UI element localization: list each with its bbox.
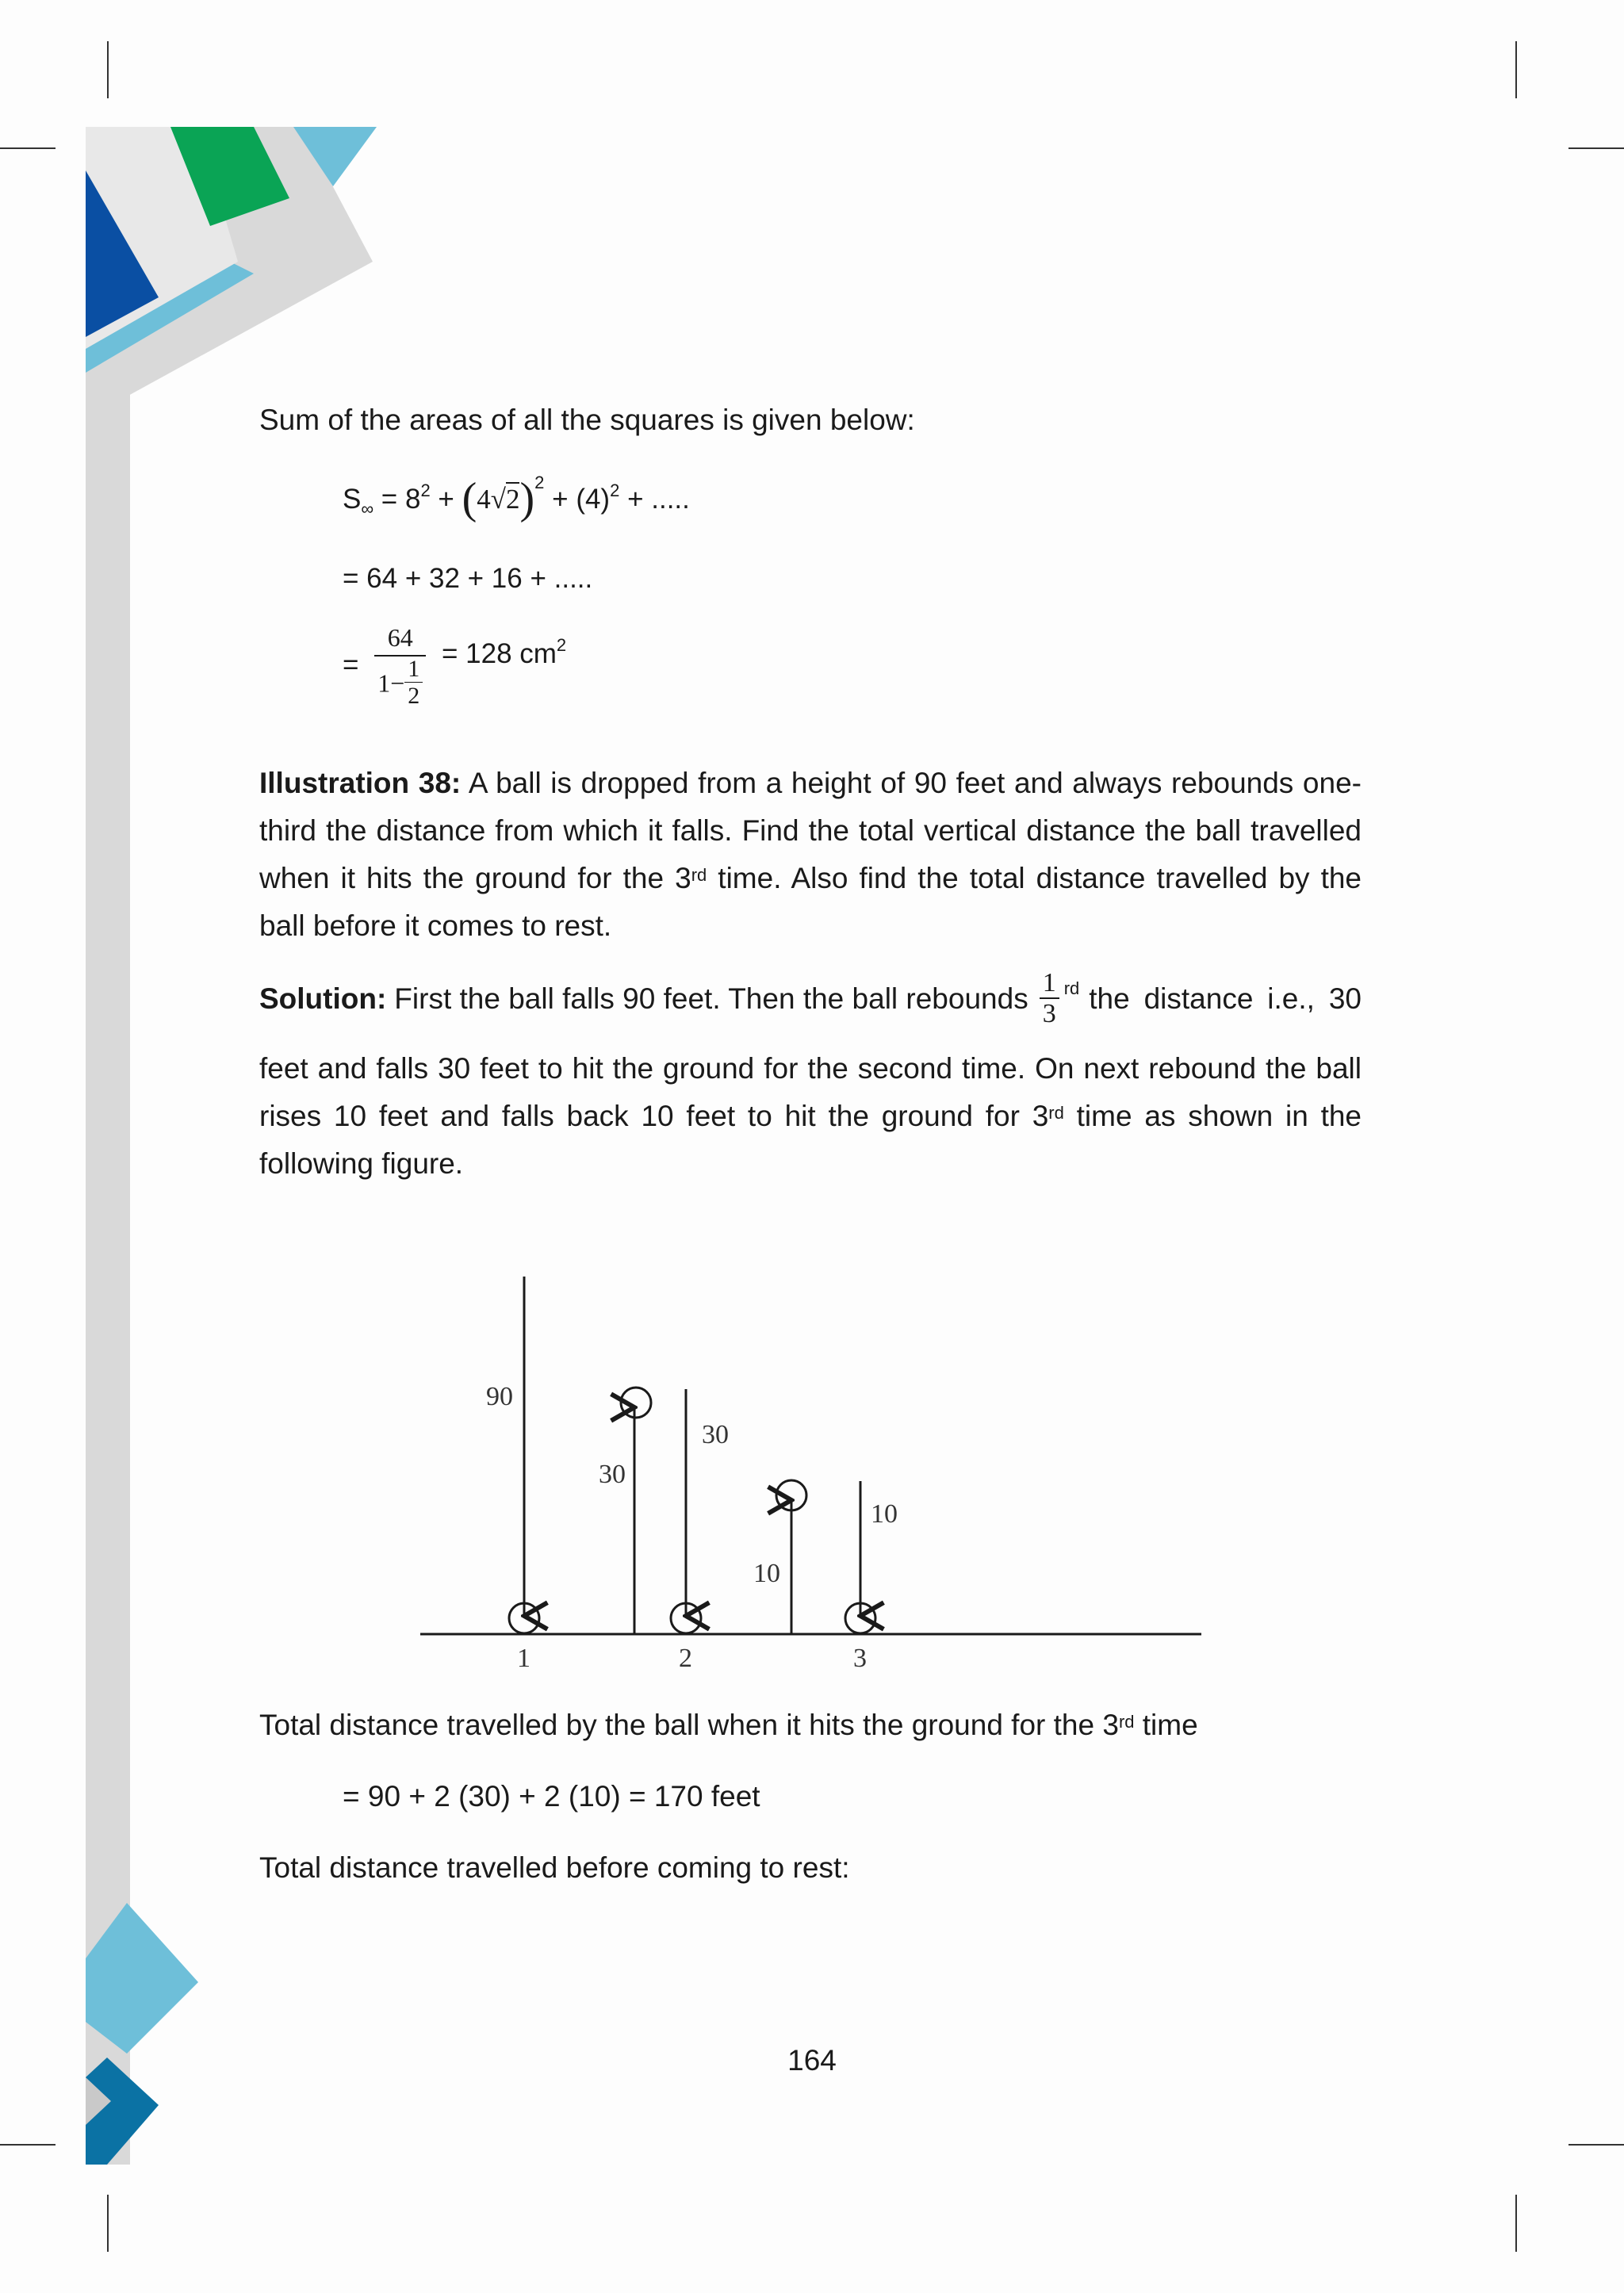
solution-paragraph xyxy=(259,1045,1362,1188)
eq3-rhs-exp: 2 xyxy=(556,634,567,655)
equation-sum-areas xyxy=(343,466,690,537)
equation-geometric-sum xyxy=(343,620,566,710)
label-fall-30: 30 xyxy=(702,1420,729,1449)
eq1-term2-root: 2 xyxy=(505,484,520,515)
label-fall-10: 10 xyxy=(871,1499,898,1529)
intro-text: Sum of the areas of all the squares is given below: xyxy=(259,404,915,436)
eq1-tail: + ..... xyxy=(627,484,690,515)
sqrt-symbol: √ xyxy=(490,484,506,515)
eq3-den xyxy=(374,655,426,710)
crop-mark xyxy=(1515,2195,1517,2252)
solution-sup: rd xyxy=(1048,1103,1064,1123)
eq1-term2-coef: 4 xyxy=(477,484,491,515)
solution-line-1 xyxy=(259,969,1362,1029)
eq3-inner-den: 2 xyxy=(404,682,423,710)
crop-mark xyxy=(1568,2144,1624,2146)
eq1-plus2: + xyxy=(552,484,569,515)
eq1-lhs: S xyxy=(343,484,362,515)
eq1-term3-exp: 2 xyxy=(610,480,620,500)
total1-sup: rd xyxy=(1118,1712,1135,1732)
solution-text2: the distance i.e., 30 xyxy=(1089,982,1362,1015)
solution-label: Solution: xyxy=(259,982,387,1015)
side-band xyxy=(86,127,130,2165)
label-bounce-1: 1 xyxy=(517,1644,530,1673)
illustration-text: A ball is dropped from a height of 90 feet and always rebounds one-third the distance from which it falls. Find the total vertical distance the ball travelled when it hits the ground for the 3 xyxy=(259,767,1362,894)
label-rise-30: 30 xyxy=(599,1460,626,1489)
right-paren: ) xyxy=(519,474,535,523)
solution-frac-sup: rd xyxy=(1063,978,1080,998)
one-third-fraction xyxy=(1040,969,1059,1029)
eq3-fraction xyxy=(374,620,426,710)
eq1-term3: (4) xyxy=(576,484,611,515)
eq3-rhs-wrap xyxy=(441,634,567,670)
eq1-term1: 8 xyxy=(404,484,421,515)
eq1-eq: = xyxy=(381,484,398,515)
total-rest-text: Total distance travelled before coming to rest: xyxy=(259,1851,850,1884)
bouncing-ball-figure xyxy=(412,1261,1205,1689)
label-fall-90: 90 xyxy=(486,1382,513,1411)
illustration-label: Illustration 38: xyxy=(259,767,462,799)
ball-peak-1 xyxy=(621,1388,651,1418)
illustration-sup: rd xyxy=(691,865,707,885)
eq3-den-lead: 1− xyxy=(377,668,405,698)
page-number: 164 xyxy=(787,2044,837,2077)
left-paren: ( xyxy=(462,474,477,523)
eq3-inner-num: 1 xyxy=(408,656,420,682)
eq3-inner-fraction xyxy=(404,657,423,710)
one-third-den: 3 xyxy=(1040,997,1059,1029)
solution-text3: feet and falls 30 feet to hit the ground for the second time. On next rebound the ball rises 10 feet and falls back 10 feet to hit the ground for 3 xyxy=(259,1052,1362,1132)
eq1-lhs-sub: ∞ xyxy=(361,499,374,519)
equation-total-170: = 90 + 2 (30) + 2 (10) = 170 feet xyxy=(343,1780,760,1813)
solution-text1: First the ball falls 90 feet. Then the ball rebounds xyxy=(394,982,1028,1015)
eq3-eq: = xyxy=(343,649,359,680)
total1-text: Total distance travelled by the ball when it hits the ground for the 3 xyxy=(259,1709,1119,1741)
eq1-term1-exp: 2 xyxy=(420,480,431,500)
eq3-num: 64 xyxy=(387,623,413,652)
label-rise-10: 10 xyxy=(753,1559,780,1588)
crop-mark xyxy=(1515,41,1517,98)
equation-series: = 64 + 32 + 16 + ..... xyxy=(343,563,593,594)
eq3-rhs: = 128 cm xyxy=(441,637,557,669)
crop-mark xyxy=(1568,147,1624,149)
label-bounce-3: 3 xyxy=(853,1644,867,1673)
eq1-term2-exp: 2 xyxy=(534,473,545,492)
eq1-plus1: + xyxy=(438,484,454,515)
illustration-text2: time. Also find the total distance travelled by the ball before it comes to rest. xyxy=(259,862,1362,942)
illustration-paragraph xyxy=(259,760,1362,950)
label-bounce-2: 2 xyxy=(679,1644,692,1673)
total1-text2: time xyxy=(1134,1709,1198,1741)
total-third-hit-text xyxy=(259,1702,1198,1749)
one-third-num: 1 xyxy=(1042,968,1056,997)
solution-text4: time as shown in the following figure. xyxy=(259,1100,1362,1180)
